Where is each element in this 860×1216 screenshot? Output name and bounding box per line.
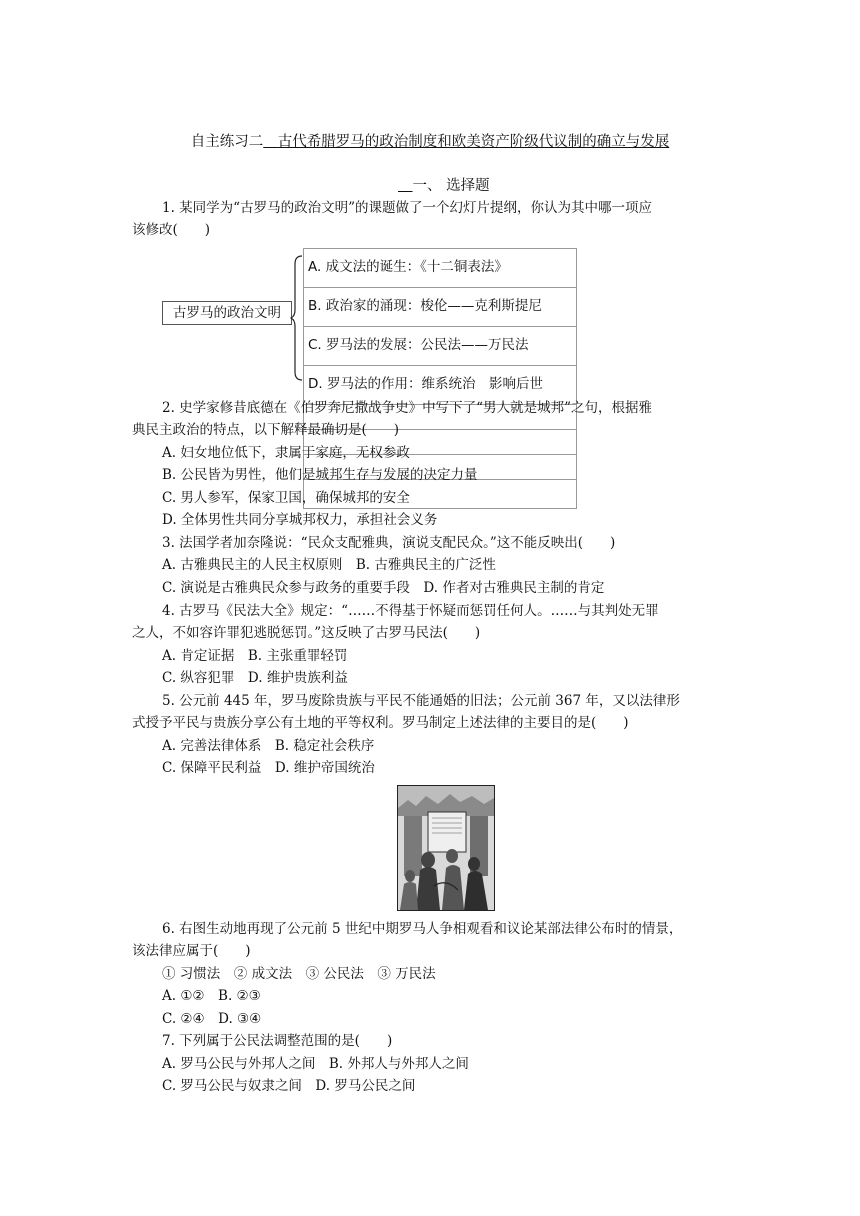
brace-icon: [290, 254, 304, 382]
q6-line1: 6. 右图生动地再现了公元前 5 世纪中期罗马人争相观看和议论某部法律公布时的情景，: [162, 921, 683, 937]
section-heading: [398, 174, 490, 195]
q6-statements: ① 习惯法 ② 成文法 ③ 公民法 ③ 万民法: [162, 966, 436, 982]
q2-option-d: D. 全体男性共同分享城邦权力，承担社会义务: [162, 512, 438, 528]
q5-options-cd: C. 保障平民利益 D. 维护帝国统治: [162, 760, 375, 776]
q4-line1: 4. 古罗马《民法大全》规定：“……不得基于怀疑而惩罚任何人。……与其判处无罪: [162, 603, 659, 619]
diagram-center-label: 古罗马的政治文明: [162, 301, 292, 325]
q1-line1: 1. 某同学为“古罗马的政治文明”的课题做了一个幻灯片提纲，你认为其中哪一项应: [162, 200, 652, 216]
q3-options-ab: A. 古雅典民主的人民主权原则 B. 古雅典民主的广泛性: [162, 557, 496, 573]
q2-line1: 2. 史学家修昔底德在《伯罗奔尼撒战争史》中写下了“男人就是城邦”之句，根据雅: [162, 400, 652, 416]
q2-line2: 典民主政治的特点，以下解释最确切是( ): [132, 422, 400, 438]
diagram-option-a: A. 成文法的诞生：《十二铜表法》: [304, 249, 576, 288]
diagram-option-b: B. 政治家的涌现：梭伦——克利斯提尼: [304, 288, 576, 327]
q4-options-ab: A. 肯定证据 B. 主张重罪轻罚: [162, 648, 348, 664]
diagram-option-d: D. 罗马法的作用：维系统治 影响后世: [304, 366, 576, 405]
q6-line2: 该法律应属于( ): [132, 943, 251, 959]
q7-options-ab: A. 罗马公民与外邦人之间 B. 外邦人与外邦人之间: [162, 1056, 469, 1072]
title-prefix: 自主练习二: [190, 134, 264, 150]
q6-options-cd: C. ②④ D. ③④: [162, 1011, 262, 1027]
q4-options-cd: C. 纵容犯罪 D. 维护贵族利益: [162, 670, 348, 686]
q6-options-ab: A. ①② B. ②③: [162, 988, 261, 1004]
q7-options-cd: C. 罗马公民与奴隶之间 D. 罗马公民之间: [162, 1078, 416, 1094]
q3-options-cd: C. 演说是古雅典民众参与政务的重要手段 D. 作者对古雅典民主制的肯定: [162, 580, 605, 596]
diagram-option-c: C. 罗马法的发展：公民法——万民法: [304, 327, 576, 366]
q1-line2: 该修改( ): [132, 222, 211, 238]
q4-line2: 之人，不如容许罪犯逃脱惩罚。”这反映了古罗马民法( ): [132, 625, 481, 641]
engraving-image: [398, 786, 494, 910]
q5-line1: 5. 公元前 445 年，罗马废除贵族与平民不能通婚的旧法；公元前 367 年，又以法律形: [162, 693, 680, 709]
q3-line1: 3. 法国学者加奈隆说：“民众支配雅典，演说支配民众。”这不能反映出( ): [162, 535, 616, 551]
q5-options-ab: A. 完善法律体系 B. 稳定社会秩序: [162, 738, 375, 754]
q2-option-a: A. 妇女地位低下，隶属于家庭，无权参政: [162, 445, 410, 461]
roman-crowd-illustration: [397, 785, 495, 911]
q7-line1: 7. 下列属于公民法调整范围的是( ): [162, 1033, 393, 1049]
q2-option-c: C. 男人参军，保家卫国，确保城邦的安全: [162, 490, 410, 506]
section-label: 一、 选择题: [412, 178, 490, 194]
q2-option-b: B. 公民皆为男性，他们是城邦生存与发展的决定力量: [162, 467, 478, 483]
page-title: [0, 130, 860, 151]
title-main: 古代希腊罗马的政治制度和欧美资产阶级代议制的确立与发展: [277, 134, 670, 150]
q5-line2: 式授予平民与贵族分享公有土地的平等权利。罗马制定上述法律的主要目的是( ): [132, 715, 629, 731]
